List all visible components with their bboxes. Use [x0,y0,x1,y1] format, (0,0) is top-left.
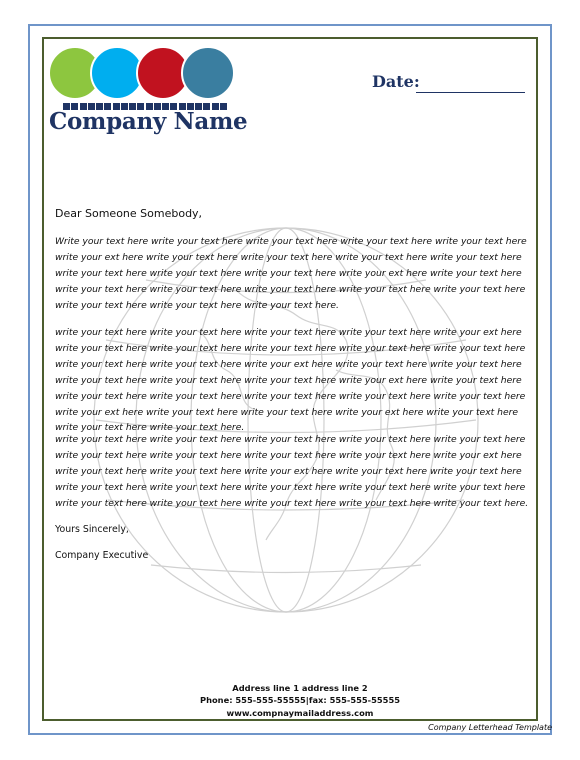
logo-circle-teal [181,46,235,100]
footer-website[interactable]: www.compnaymailaddress.com [226,708,374,718]
company-name: Company Name [49,108,248,135]
date-label: Date: [372,72,420,91]
date-field-line[interactable] [416,92,525,93]
body-paragraph-3: write your text here write your text here write your text here write your text here write your text here write your text here write your text here write your text here write your text here write your ext here write your text here write your text here write your ext here write your text here write your text here write your text here write your text here write your text here write your text here write your text here write your text here write your text here write your text here write your text here write your text here. [55,434,529,509]
body-paragraph-1: Write your text here write your text here write your text here write your text here write your text here write your ext here write your text here write your text here write your text here write your text here write your text here write your text here write your text here write your ext here write your text here write your text here write your text here write your text here write your text here write your text here write your text here write your text here write your text here. [55,236,527,311]
footer-phone-fax: Phone: 555-555-55555|fax: 555-555-55555 [199,695,400,705]
closing: Yours Sincerely, [55,524,129,535]
logo [48,46,238,101]
template-caption: Company Letterhead Template [428,723,552,732]
signature: Company Executive [55,550,149,561]
body-paragraph-2: write your text here write your text here write your text here write your text here write your ext here write your text here write your text here write your text here write your text here write your text here write your text here write your text here write your ext here write your text here write your text here write your text here write your text here write your text here write your ext here write your text here write your text here write your text here write your text here write your text here write your text here write your ext here write your text here write your text here write your ext here write your text here write your text here write your text here. [55,327,526,434]
salutation: Dear Someone Somebody, [55,207,203,220]
footer-address: Address line 1 address line 2 [232,683,368,693]
